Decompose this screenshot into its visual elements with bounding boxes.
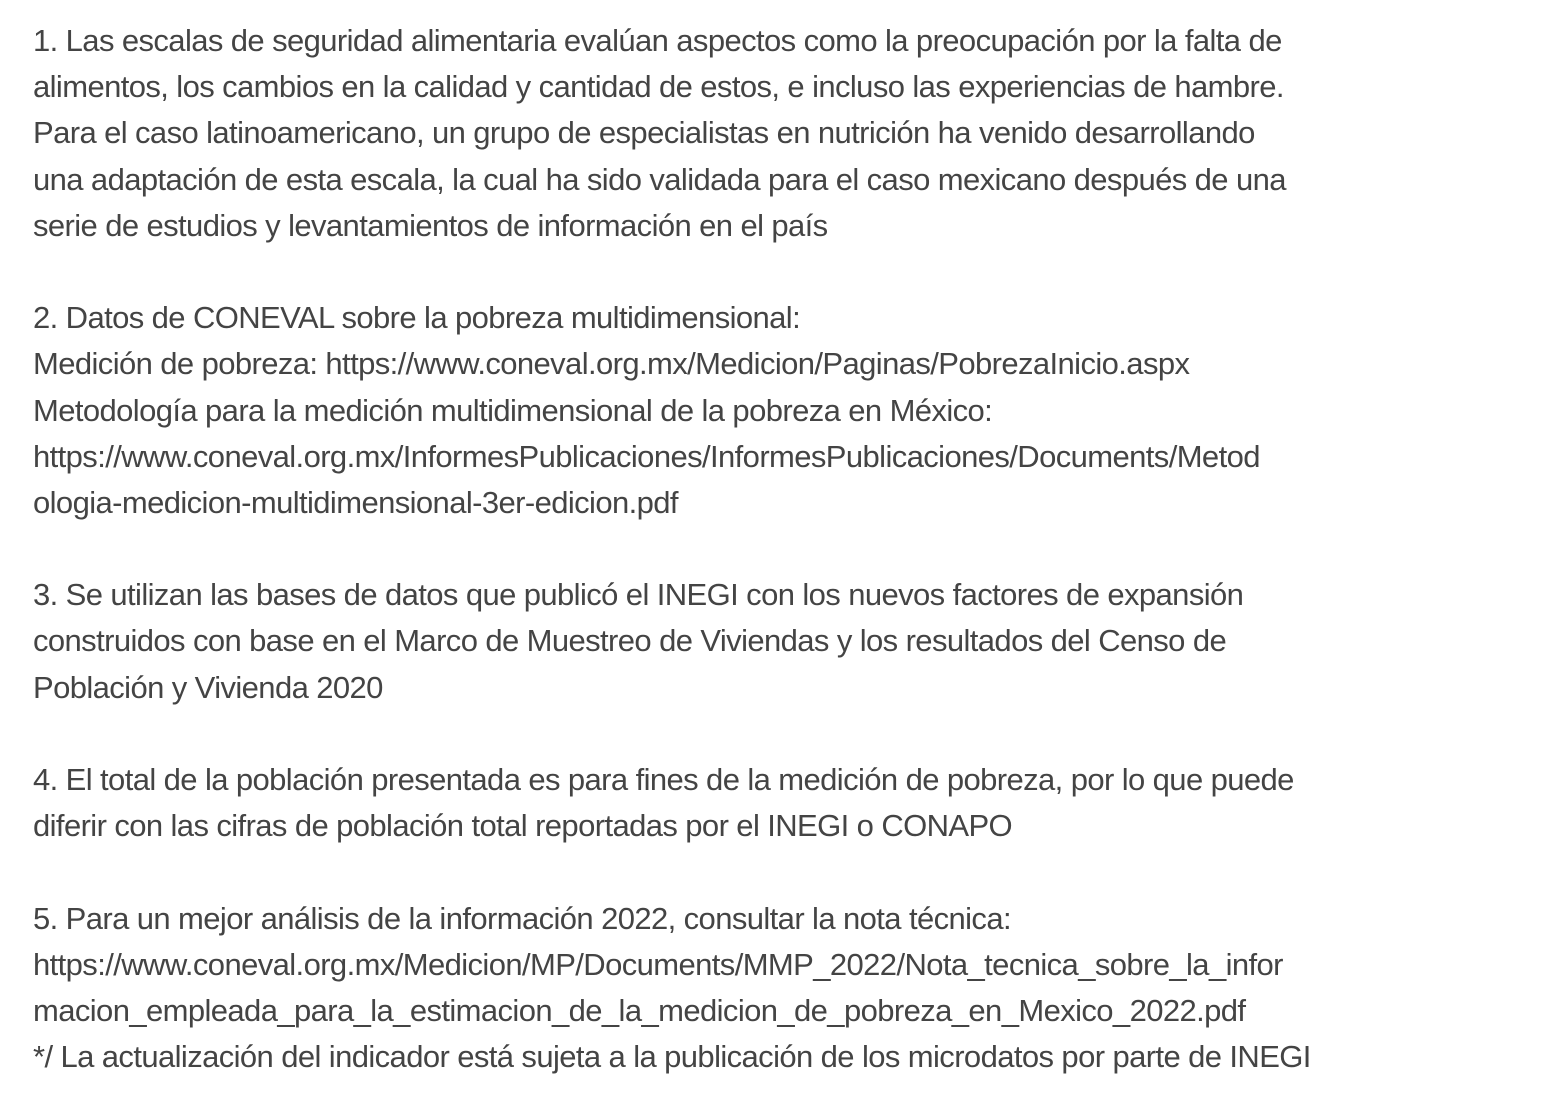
note-3-line: Población y Vivienda 2020	[33, 669, 383, 705]
note-5-line: https://www.coneval.org.mx/Medicion/MP/Documents/MMP_2022/Nota_tecnica_sobre_la_infor	[33, 946, 1283, 982]
note-1-line: una adaptación de esta escala, la cual ha sido validada para el caso mexicano después de una	[33, 161, 1286, 197]
note-2-line: Metodología para la medición multidimensional de la pobreza en México:	[33, 392, 993, 428]
paragraph-gap	[33, 711, 1533, 757]
paragraph-gap	[33, 526, 1533, 572]
note-1-line: Para el caso latinoamericano, un grupo de especialistas en nutrición ha venido desarrollando	[33, 115, 1255, 151]
paragraph-gap	[33, 249, 1533, 295]
note-2-line: 2. Datos de CONEVAL sobre la pobreza multidimensional:	[33, 300, 801, 336]
note-1-paragraph	[33, 18, 1533, 249]
note-2-paragraph	[33, 295, 1533, 526]
note-3-line: 3. Se utilizan las bases de datos que publicó el INEGI con los nuevos factores de expansión	[33, 577, 1244, 613]
note-1-line: 1. Las escalas de seguridad alimentaria evalúan aspectos como la preocupación por la falta de	[33, 23, 1282, 58]
note-5-line: */ La actualización del indicador está sujeta a la publicación de los microdatos por parte de INEGI	[33, 1039, 1311, 1075]
note-5-line: 5. Para un mejor análisis de la información 2022, consultar la nota técnica:	[33, 900, 1011, 936]
note-1-line: serie de estudios y levantamientos de información en el país	[33, 207, 828, 243]
note-4-line: 4. El total de la población presentada es para fines de la medición de pobreza, por lo que puede	[33, 762, 1294, 797]
paragraph-gap	[33, 849, 1533, 895]
note-5-line: macion_empleada_para_la_estimacion_de_la_medicion_de_pobreza_en_Mexico_2022.pdf	[33, 992, 1246, 1028]
note-5-paragraph	[33, 896, 1533, 1081]
note-1-line: alimentos, los cambios en la calidad y cantidad de estos, e incluso las experiencias de hambre.	[33, 69, 1284, 105]
note-3-line: construidos con base en el Marco de Muestreo de Viviendas y los resultados del Censo de	[33, 623, 1227, 659]
note-2-line: Medición de pobreza: https://www.coneval.org.mx/Medicion/Paginas/PobrezaInicio.aspx	[33, 346, 1190, 382]
note-3-paragraph	[33, 572, 1533, 711]
note-4-paragraph	[33, 757, 1533, 849]
note-2-line: ologia-medicion-multidimensional-3er-edicion.pdf	[33, 484, 678, 520]
notes-text	[33, 18, 1533, 1080]
note-2-line: https://www.coneval.org.mx/InformesPublicaciones/InformesPublicaciones/Documents/Metod	[33, 438, 1260, 474]
note-4-line: diferir con las cifras de población total reportadas por el INEGI o CONAPO	[33, 808, 1013, 844]
